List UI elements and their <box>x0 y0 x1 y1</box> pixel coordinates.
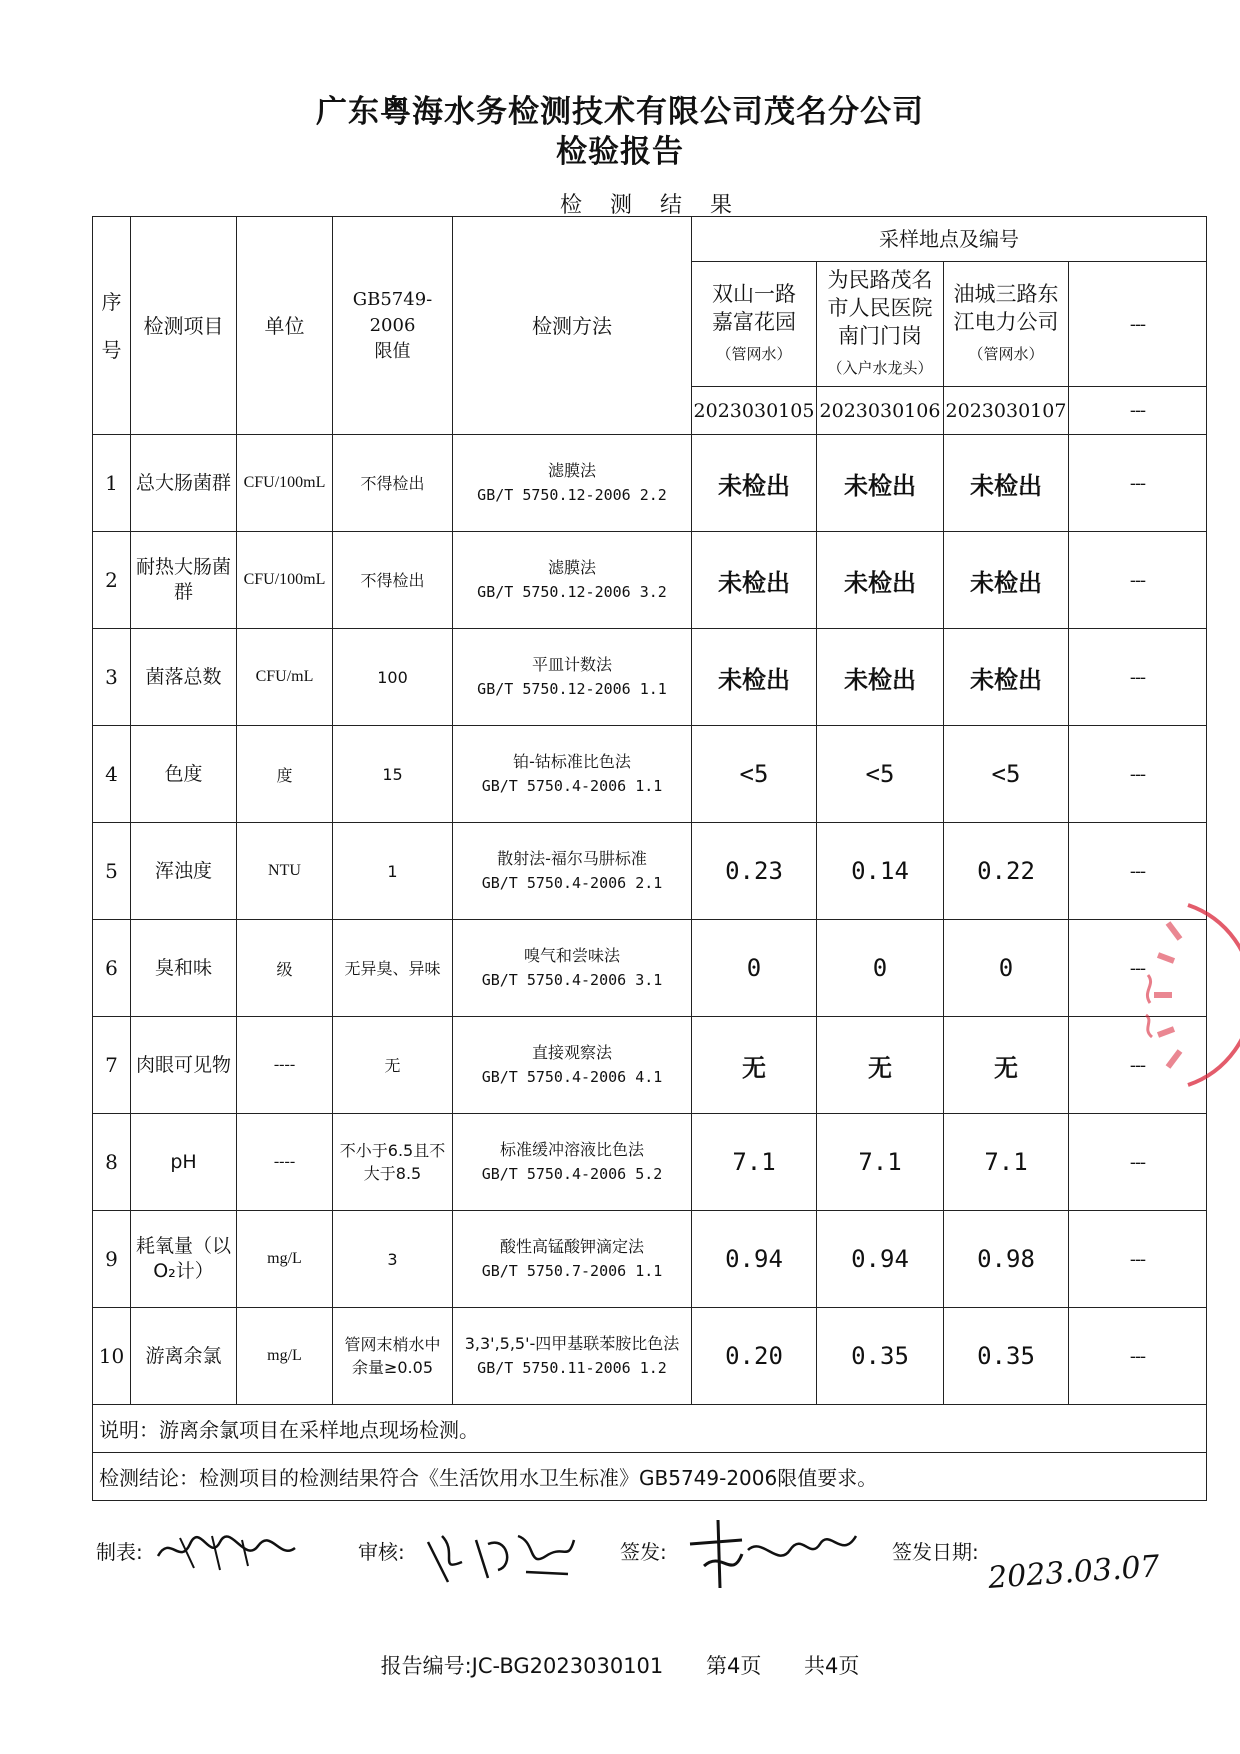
cell-limit: 无异臭、异味 <box>333 920 453 1017</box>
result-site-3: 未检出 <box>944 435 1069 532</box>
cell-limit: 不得检出 <box>333 532 453 629</box>
cell-seq: 3 <box>93 629 131 726</box>
method-name: 酸性高锰酸钾滴定法 <box>499 1237 644 1256</box>
cell-seq: 8 <box>93 1114 131 1211</box>
issue-date-label: 签发日期: <box>892 1540 979 1564</box>
method-standard: GB/T 5750.12-2006 3.2 <box>477 583 667 601</box>
method-name: 散射法-福尔马肼标准 <box>497 849 647 868</box>
result-site-3: 7.1 <box>944 1114 1069 1211</box>
site-3-code: 2023030107 <box>944 387 1069 435</box>
result-row <box>93 823 1207 920</box>
report-number: 报告编号:JC-BG2023030101 <box>380 1654 664 1678</box>
cell-method <box>453 532 692 629</box>
result-site-4-empty: --- <box>1069 435 1207 532</box>
site-2: 为民路茂名市人民医院南门门岗 （入户水龙头） <box>817 262 944 387</box>
result-row <box>93 726 1207 823</box>
method-standard: GB/T 5750.12-2006 1.1 <box>477 680 667 698</box>
reviewed-by-label: 审核: <box>358 1540 405 1564</box>
result-site-2: 7.1 <box>817 1114 944 1211</box>
cell-unit: mg/L <box>237 1308 333 1405</box>
result-row <box>93 1211 1207 1308</box>
conclusion: 检测结论：检测项目的检测结果符合《生活饮用水卫生标准》GB5749-2006限值要求。 <box>93 1453 1207 1501</box>
method-standard: GB/T 5750.4-2006 4.1 <box>481 1068 663 1086</box>
method-name: 标准缓冲溶液比色法 <box>499 1140 644 1159</box>
cell-seq: 9 <box>93 1211 131 1308</box>
result-site-4-empty: --- <box>1069 726 1207 823</box>
result-site-1: 0 <box>692 920 817 1017</box>
result-site-3: 0.35 <box>944 1308 1069 1405</box>
cell-limit: 不得检出 <box>333 435 453 532</box>
cell-method <box>453 629 692 726</box>
cell-item: 肉眼可见物 <box>131 1017 237 1114</box>
result-site-3: <5 <box>944 726 1069 823</box>
result-site-3: 0.22 <box>944 823 1069 920</box>
cell-item: 总大肠菌群 <box>131 435 237 532</box>
cell-item: 臭和味 <box>131 920 237 1017</box>
site-4-empty: --- <box>1069 262 1207 387</box>
cell-seq: 7 <box>93 1017 131 1114</box>
result-site-1: 0.94 <box>692 1211 817 1308</box>
result-site-4-empty: --- <box>1069 920 1207 1017</box>
cell-method <box>453 726 692 823</box>
method-name: 滤膜法 <box>547 558 596 577</box>
result-row <box>93 1114 1207 1211</box>
prepared-by-signature <box>150 1526 300 1576</box>
reviewed-by-signature <box>418 1522 578 1592</box>
result-site-1: 0.23 <box>692 823 817 920</box>
cell-item: pH <box>131 1114 237 1211</box>
method-standard: GB/T 5750.4-2006 2.1 <box>481 874 663 892</box>
company-name: 广东粤海水务检测技术有限公司茂名分公司 <box>316 94 924 130</box>
method-standard: GB/T 5750.4-2006 1.1 <box>481 777 663 795</box>
cell-method <box>453 1114 692 1211</box>
cell-item: 耐热大肠菌群 <box>131 532 237 629</box>
cell-method <box>453 1211 692 1308</box>
cell-unit: ---- <box>237 1114 333 1211</box>
cell-item: 浑浊度 <box>131 823 237 920</box>
cell-unit: ---- <box>237 1017 333 1114</box>
result-site-1: 7.1 <box>692 1114 817 1211</box>
result-site-1: 0.20 <box>692 1308 817 1405</box>
site-1: 双山一路嘉富花园 （管网水） <box>692 262 817 387</box>
cell-unit: 度 <box>237 726 333 823</box>
result-site-2: 无 <box>817 1017 944 1114</box>
result-row <box>93 532 1207 629</box>
result-row <box>93 435 1207 532</box>
cell-unit: CFU/100mL <box>237 532 333 629</box>
result-site-4-empty: --- <box>1069 532 1207 629</box>
method-name: 滤膜法 <box>547 461 596 480</box>
note: 说明：游离余氯项目在采样地点现场检测。 <box>93 1405 1207 1453</box>
cell-method <box>453 1308 692 1405</box>
result-row <box>93 1017 1207 1114</box>
header-sites: 采样地点及编号 <box>692 217 1207 262</box>
cell-seq: 4 <box>93 726 131 823</box>
cell-unit: mg/L <box>237 1211 333 1308</box>
issue-date: 2023.03.07 <box>986 1549 1161 1596</box>
method-name: 铂-钴标准比色法 <box>513 752 631 771</box>
cell-unit: CFU/mL <box>237 629 333 726</box>
cell-limit: 无 <box>333 1017 453 1114</box>
result-site-4-empty: --- <box>1069 1211 1207 1308</box>
site-1-code: 2023030105 <box>692 387 817 435</box>
cell-unit: NTU <box>237 823 333 920</box>
cell-method <box>453 1017 692 1114</box>
page-total: 共4页 <box>804 1654 860 1678</box>
method-standard: GB/T 5750.4-2006 5.2 <box>481 1165 663 1183</box>
result-site-3: 0 <box>944 920 1069 1017</box>
result-site-2: 0 <box>817 920 944 1017</box>
section-title: 检测结果 <box>559 193 760 218</box>
result-site-2: 0.94 <box>817 1211 944 1308</box>
result-site-2: 0.14 <box>817 823 944 920</box>
cell-item: 游离余氯 <box>131 1308 237 1405</box>
header-method: 检测方法 <box>453 217 692 435</box>
result-site-4-empty: --- <box>1069 1308 1207 1405</box>
prepared-by-label: 制表: <box>96 1540 143 1564</box>
method-standard: GB/T 5750.4-2006 3.1 <box>481 971 663 989</box>
footer <box>0 1650 1240 1680</box>
result-site-2: 0.35 <box>817 1308 944 1405</box>
result-site-1: 无 <box>692 1017 817 1114</box>
cell-item: 菌落总数 <box>131 629 237 726</box>
cell-seq: 10 <box>93 1308 131 1405</box>
result-row <box>93 629 1207 726</box>
cell-limit: 3 <box>333 1211 453 1308</box>
cell-seq: 5 <box>93 823 131 920</box>
result-site-1: 未检出 <box>692 629 817 726</box>
method-standard: GB/T 5750.7-2006 1.1 <box>481 1262 663 1280</box>
result-site-4-empty: --- <box>1069 823 1207 920</box>
cell-item: 耗氧量（以O₂计） <box>131 1211 237 1308</box>
cell-unit: CFU/100mL <box>237 435 333 532</box>
method-standard: GB/T 5750.12-2006 2.2 <box>477 486 667 504</box>
page-number: 第4页 <box>705 1654 762 1678</box>
cell-seq: 1 <box>93 435 131 532</box>
result-site-4-empty: --- <box>1069 1017 1207 1114</box>
method-standard: GB/T 5750.11-2006 1.2 <box>477 1359 667 1377</box>
result-site-3: 未检出 <box>944 629 1069 726</box>
cell-limit: 不小于6.5且不大于8.5 <box>333 1114 453 1211</box>
result-site-1: 未检出 <box>692 435 817 532</box>
header-item: 检测项目 <box>131 217 237 435</box>
cell-method <box>453 920 692 1017</box>
result-row <box>93 1308 1207 1405</box>
site-4-code-empty: --- <box>1069 387 1207 435</box>
method-name: 直接观察法 <box>531 1043 612 1062</box>
result-site-3: 未检出 <box>944 532 1069 629</box>
cell-limit: 15 <box>333 726 453 823</box>
report-title: 检验报告 <box>556 134 684 170</box>
site-2-code: 2023030106 <box>817 387 944 435</box>
results-table <box>92 216 1207 1501</box>
method-name: 嗅气和尝味法 <box>523 946 620 965</box>
result-site-4-empty: --- <box>1069 629 1207 726</box>
cell-method <box>453 823 692 920</box>
cell-limit: 1 <box>333 823 453 920</box>
cell-unit: 级 <box>237 920 333 1017</box>
result-row <box>93 920 1207 1017</box>
result-site-1: <5 <box>692 726 817 823</box>
result-site-3: 0.98 <box>944 1211 1069 1308</box>
method-name: 平皿计数法 <box>531 655 612 674</box>
result-site-1: 未检出 <box>692 532 817 629</box>
cell-seq: 2 <box>93 532 131 629</box>
header-seq: 序号 <box>93 217 131 435</box>
cell-limit: 管网末梢水中余量≥0.05 <box>333 1308 453 1405</box>
cell-item: 色度 <box>131 726 237 823</box>
result-site-2: 未检出 <box>817 435 944 532</box>
header-limit: GB5749-2006 限值 <box>333 217 453 435</box>
result-site-3: 无 <box>944 1017 1069 1114</box>
cell-method <box>453 435 692 532</box>
header-unit: 单位 <box>237 217 333 435</box>
site-3: 油城三路东江电力公司 （管网水） <box>944 262 1069 387</box>
cell-limit: 100 <box>333 629 453 726</box>
result-site-4-empty: --- <box>1069 1114 1207 1211</box>
issued-by-signature <box>682 1510 862 1590</box>
result-site-2: <5 <box>817 726 944 823</box>
result-site-2: 未检出 <box>817 629 944 726</box>
result-site-2: 未检出 <box>817 532 944 629</box>
issued-by-label: 签发: <box>620 1540 667 1564</box>
cell-seq: 6 <box>93 920 131 1017</box>
company-seal-stamp <box>1128 895 1240 1095</box>
method-name: 3,3',5,5'-四甲基联苯胺比色法 <box>464 1334 680 1353</box>
